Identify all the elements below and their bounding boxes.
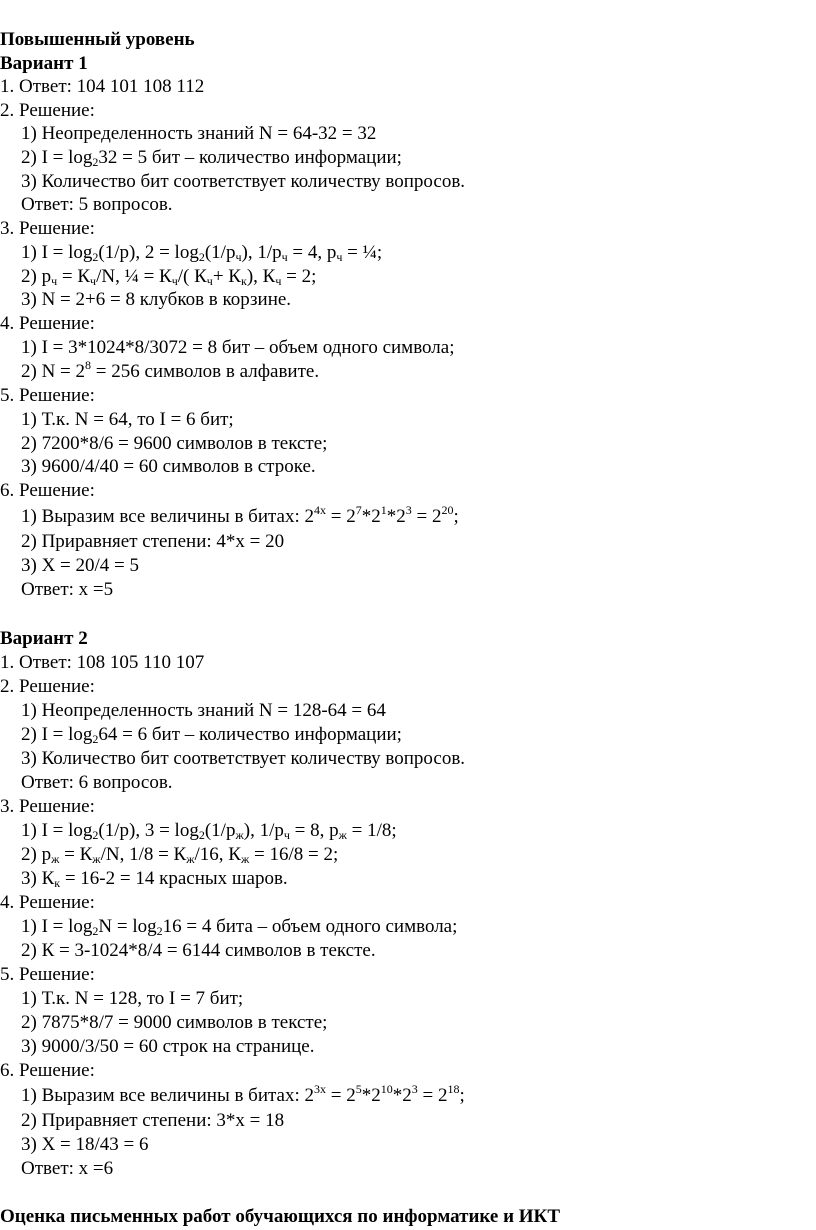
v2-task-3-step-3: 3) $К_к = 16-2 = 14$ красных шаров.: [21, 868, 288, 890]
v2-task-4-step-1: 1) $I = \log_2N = \log_216 = 4$ бита – объем одного символа;: [21, 916, 458, 938]
v2-task-6-step-3: 3) X = 18/43 = 6: [21, 1134, 149, 1155]
v2-task-5-step-1: 1) Т.к. N = 128, то I = 7 бит;: [21, 988, 244, 1009]
v2-task-6-label: 6. Решение:: [0, 1060, 95, 1081]
v2-task-3-step-2: 2) $p_ж = К_ж/N$, $1/8 = К_ж/16$, $К_ж = 16/8 = 2$;: [21, 844, 339, 866]
v2-task-5-label: 5. Решение:: [0, 964, 95, 985]
v2-task-4-label: 4. Решение:: [0, 892, 95, 913]
v2-task-2-step-3: 3) Количество бит соответствует количеству вопросов.: [21, 748, 466, 769]
v2-task-2-answer: Ответ: 6 вопросов.: [21, 772, 173, 793]
v1-task-5-label: 5. Решение:: [0, 385, 95, 406]
v1-task-5-step-3: 3) 9600/4/40 = 60 символов в строке.: [21, 456, 316, 477]
v1-task-3-step-1: 1) $I = \log_2(1/p)$, $2 = \log_2(1/p_ч)$, $1/p_ч = 4$, $p_ч$ = ¼;: [21, 242, 383, 264]
v1-task-3-step-2: 2) $p_ч = К_ч/N$, ¼ = $К_ч/$( $К_ч+ К_к$), $К_ч = 2$;: [21, 266, 317, 288]
v1-task-4-step-2: 2) $N = 2^8 = 256$ символов в алфавите.: [21, 358, 320, 382]
v1-task-5-step-2: 2) 7200*8/6 = 9600 символов в тексте;: [21, 433, 328, 454]
v1-task-3-label: 3. Решение:: [0, 218, 95, 239]
v1-task-6-step-1: 1) Выразим все величины в битах: $2^{4x} = 2^7*2^1*2^3 = 2^{20}$;: [21, 503, 459, 527]
v1-task-2-step-3: 3) Количество бит соответствует количеству вопросов.: [21, 171, 466, 192]
v1-task-2-answer: Ответ: 5 вопросов.: [21, 194, 173, 215]
v2-task-5-step-3: 3) 9000/3/50 = 60 строк на странице.: [21, 1036, 315, 1057]
v1-answer-1: 1. Ответ: 104 101 108 112: [0, 76, 205, 97]
v2-answer-1: 1. Ответ: 108 105 110 107: [0, 652, 205, 673]
v2-task-3-step-1: 1) $I = \log_2(1/p)$, $3 = \log_2(1/p_ж)$, $1/p_ч = 8$, $p_ж = 1/8$;: [21, 820, 397, 842]
v1-task-4-step-1: 1) I = 3*1024*8/3072 = 8 бит – объем одного символа;: [21, 337, 455, 358]
v2-task-4-step-2: 2) К = 3-1024*8/4 = 6144 символов в тексте.: [21, 940, 376, 961]
variant-1-heading: Вариант 1: [0, 53, 88, 74]
variant-2-heading: Вариант 2: [0, 628, 88, 649]
footer-heading: Оценка письменных работ обучающихся по информатике и ИКТ: [0, 1206, 561, 1227]
v1-task-2-step-2: 2) $I = \log_232 = 5$ бит – количество информации;: [21, 147, 402, 169]
v1-task-2-label: 2. Решение:: [0, 100, 95, 121]
v1-task-6-answer: Ответ: x =5: [21, 579, 114, 600]
v1-task-3-step-3: 3) N = 2+6 = 8 клубков в корзине.: [21, 289, 292, 310]
v2-task-2-step-2: 2) $I = \log_264 = 6$ бит – количество информации;: [21, 724, 402, 746]
v1-task-6-step-3: 3) X = 20/4 = 5: [21, 555, 140, 576]
v2-task-6-answer: Ответ: x =6: [21, 1158, 114, 1179]
v2-task-6-step-1: 1) Выразим все величины в битах: $2^{3x} = 2^5*2^{10}*2^3 = 2^{18}$;: [21, 1082, 465, 1106]
v1-task-6-label: 6. Решение:: [0, 480, 95, 501]
v2-task-6-step-2: 2) Приравняет степени: 3*x = 18: [21, 1110, 285, 1131]
v2-task-2-step-1: 1) Неопределенность знаний N = 128-64 = 64: [21, 700, 386, 721]
v1-task-5-step-1: 1) Т.к. N = 64, то I = 6 бит;: [21, 409, 234, 430]
v2-task-3-label: 3. Решение:: [0, 796, 95, 817]
v1-task-6-step-2: 2) Приравняет степени: 4*x = 20: [21, 531, 285, 552]
v1-task-4-label: 4. Решение:: [0, 313, 95, 334]
section-title: Повышенный уровень: [0, 29, 195, 50]
v2-task-5-step-2: 2) 7875*8/7 = 9000 символов в тексте;: [21, 1012, 328, 1033]
v2-task-2-label: 2. Решение:: [0, 676, 95, 697]
v1-task-2-step-1: 1) Неопределенность знаний N = 64-32 = 32: [21, 123, 377, 144]
